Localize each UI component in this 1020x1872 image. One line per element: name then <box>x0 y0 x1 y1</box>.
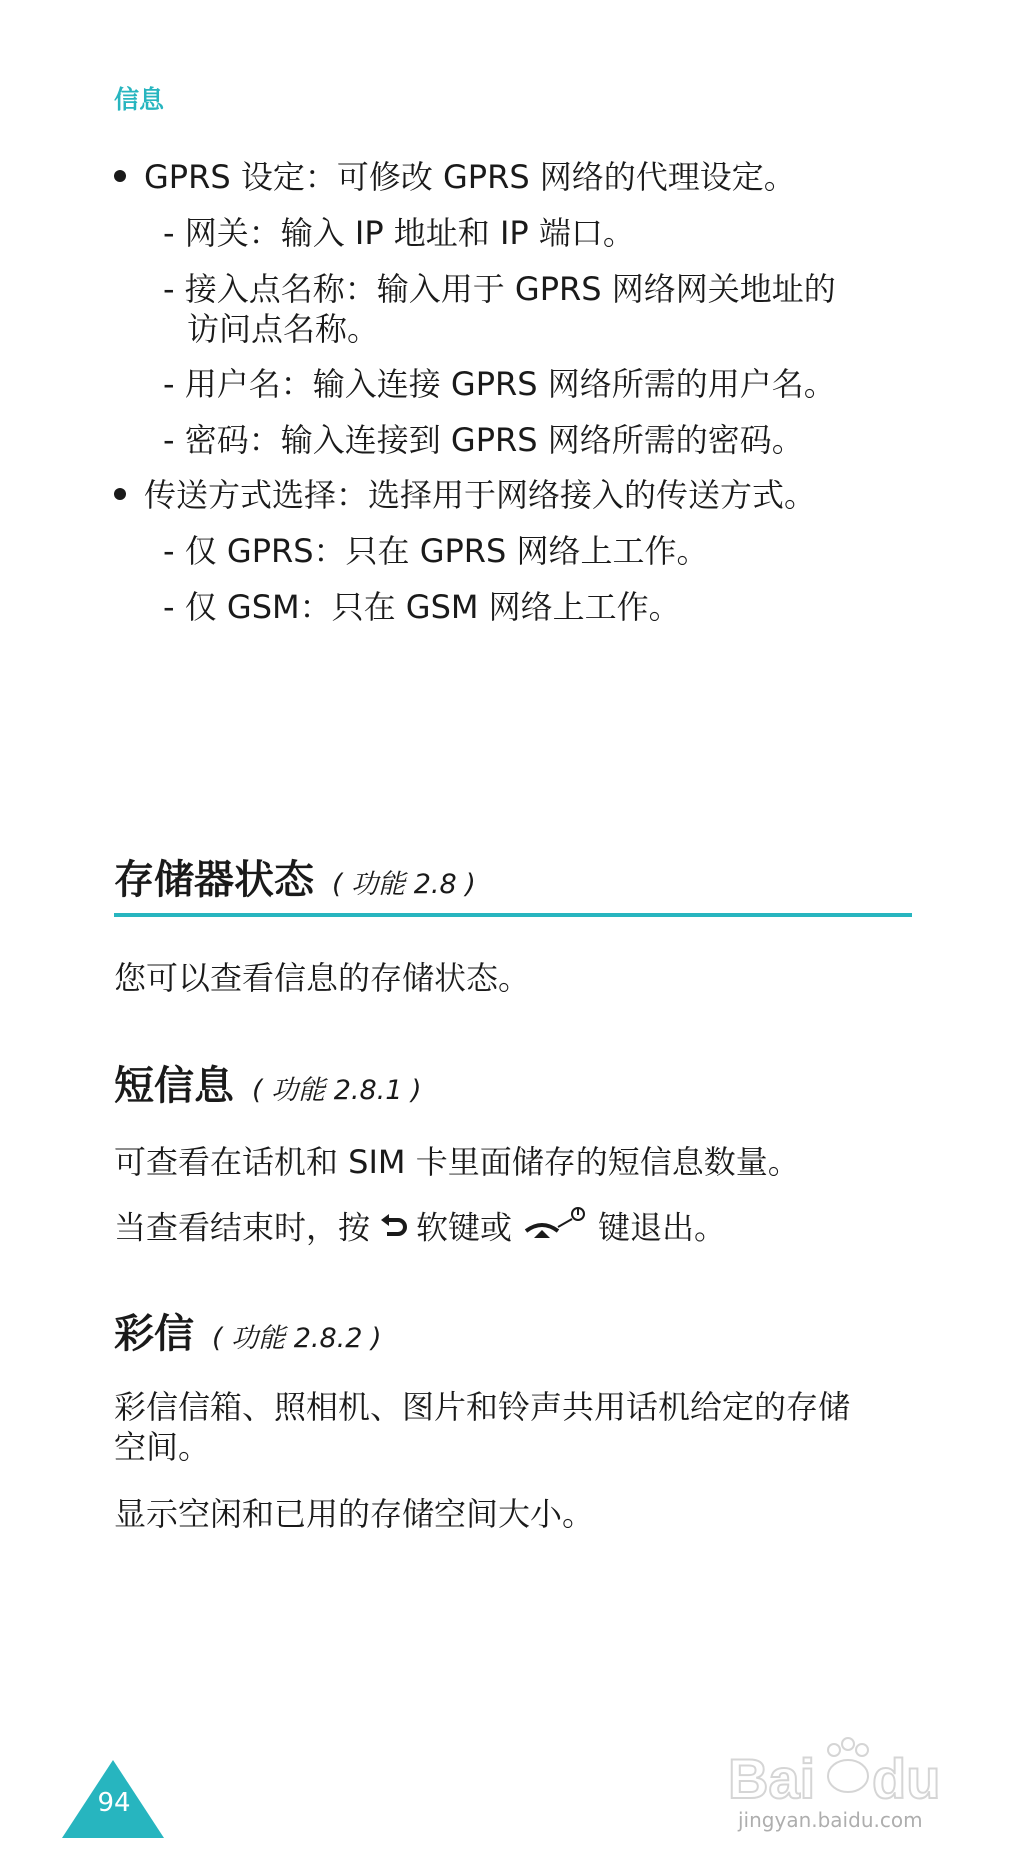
gprs-item-password: - 密码：输入连接到 GPRS 网络所需的密码。 <box>163 421 804 459</box>
bullet-gprs-settings <box>114 157 796 197</box>
memory-status-intro: 您可以查看信息的存储状态。 <box>114 959 531 997</box>
bullet-dot <box>114 488 126 500</box>
mms-heading <box>114 1310 382 1363</box>
page-number: 94 <box>97 1788 131 1818</box>
running-header: 信息 <box>114 85 165 114</box>
mms-title: 彩信 <box>114 1311 194 1357</box>
end-call-power-icon <box>520 1205 590 1254</box>
sms-heading <box>114 1062 422 1115</box>
mms-line-3: 显示空闲和已用的存储空间大小。 <box>114 1495 595 1533</box>
mms-line-1: 彩信信箱、照相机、图片和铃声共用话机给定的存储 <box>114 1388 851 1426</box>
gprs-item-username: - 用户名：输入连接 GPRS 网络所需的用户名。 <box>163 365 836 403</box>
sms-line-2-a: 当查看结束时，按 <box>114 1208 371 1247</box>
mms-line-2: 空间。 <box>114 1428 211 1466</box>
memory-status-func: ( 功能 2.8 ) <box>332 869 476 900</box>
memory-status-title: 存储器状态 <box>114 857 314 903</box>
bullet-gprs-text: GPRS 设定：可修改 GPRS 网络的代理设定。 <box>144 158 796 196</box>
sms-line-2-b: 软键或 <box>416 1208 513 1247</box>
transport-item-gsm: - 仅 GSM：只在 GSM 网络上工作。 <box>163 588 681 626</box>
back-arrow-icon <box>378 1210 408 1250</box>
gprs-item-apn: - 接入点名称：输入用于 GPRS 网络网关地址的 <box>163 270 836 308</box>
watermark-url: jingyan.baidu.com <box>738 1808 923 1832</box>
transport-item-gprs: - 仅 GPRS：只在 GPRS 网络上工作。 <box>163 532 709 570</box>
bullet-transport-text: 传送方式选择：选择用于网络接入的传送方式。 <box>144 476 817 514</box>
sms-line-1: 可查看在话机和 SIM 卡里面储存的短信息数量。 <box>114 1143 800 1181</box>
gprs-item-apn-continued: 访问点名称。 <box>187 310 380 348</box>
svg-text:du: du <box>872 1747 941 1810</box>
sms-func: ( 功能 2.8.1 ) <box>252 1075 422 1106</box>
sms-title: 短信息 <box>114 1063 234 1109</box>
bullet-dot <box>114 170 126 182</box>
sms-line-2 <box>114 1205 726 1254</box>
section-divider <box>114 913 912 917</box>
svg-text:Bai: Bai <box>728 1747 816 1810</box>
mms-func: ( 功能 2.8.2 ) <box>212 1323 382 1354</box>
bullet-transport-select <box>114 475 816 515</box>
memory-status-heading <box>114 856 476 909</box>
gprs-item-gateway: - 网关：输入 IP 地址和 IP 端口。 <box>163 214 635 252</box>
sms-line-2-c: 键退出。 <box>598 1208 727 1247</box>
